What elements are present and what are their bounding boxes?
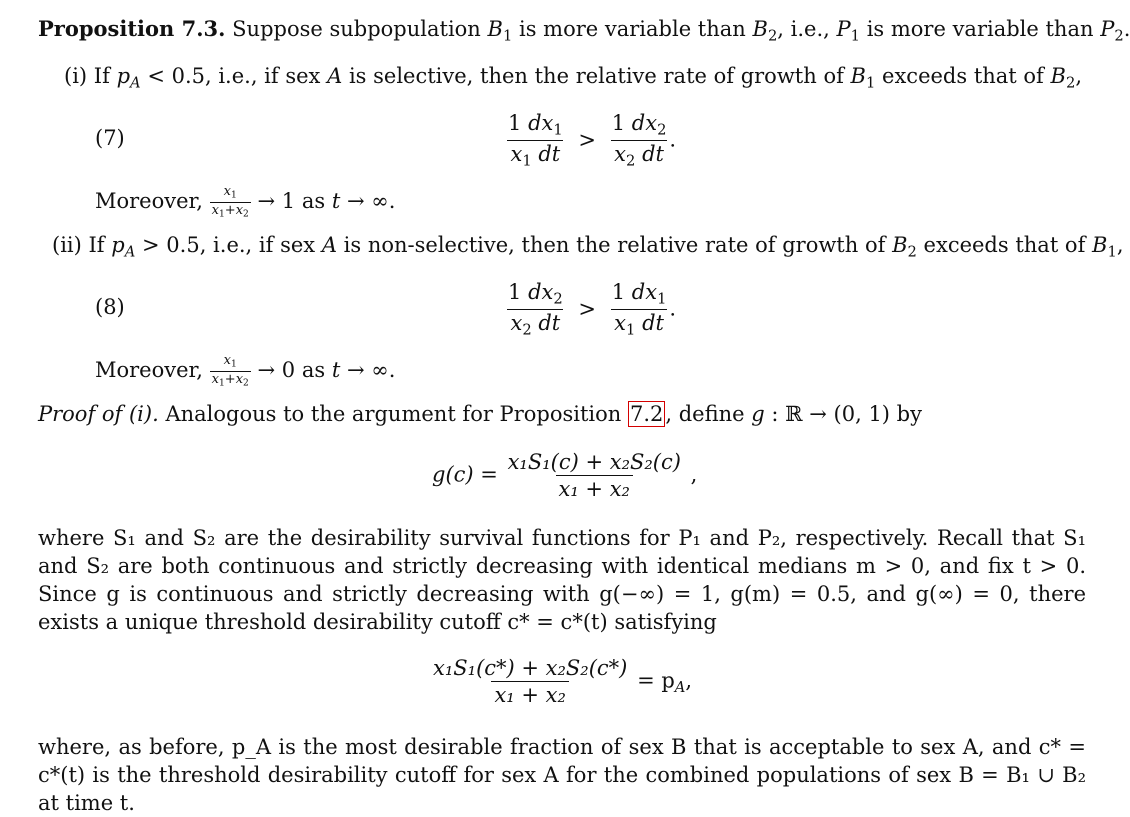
p1-symbol: $P_1$	[836, 17, 861, 45]
equation-7: $\frac{1 dx_1}{x_1 dt}$ > $\frac{1 dx_2}{x_2 dt}$ .	[508, 111, 677, 170]
b2-symbol: $B_2$	[752, 17, 778, 45]
moreover-i: Moreover, $\frac{x_1}{x_1+x_2}$ → 1 as t → ∞.	[95, 184, 396, 220]
ratio-fraction: $\frac{x_1}{x_1+x_2}$	[211, 184, 249, 220]
statement-text: is more variable than	[519, 17, 746, 41]
proof-heading: Proof of (i). Analogous to the argument for Proposition 7.2, define g : ℝ → (0, 1) by	[38, 402, 922, 426]
pa-symbol: $p_A$	[116, 64, 141, 92]
part-ii-statement: (ii) If $p_A > 0.5$, i.e., if sex A is non-selective, then the relative rate of growth of $B_2$ exceeds that of $B_1$,	[52, 233, 1124, 261]
proposition-label: Proposition 7.3.	[38, 16, 226, 41]
b1-symbol: $B_1$	[487, 17, 513, 45]
p2-symbol: $P_2$	[1100, 17, 1124, 45]
part-ii-label: (ii)	[52, 233, 82, 257]
statement-text: Suppose subpopulation	[232, 17, 481, 41]
equation-number-7: (7)	[95, 126, 125, 150]
proof-paragraph-1: where S₁ and S₂ are the desirability survival functions for P₁ and P₂, respectively. Recall that S₁ and S₂ are both continuous and strictly decreasing with identical medians m > 0, and fix t > 0. Since g is continuous and strictly decreasing with g(−∞) = 1, g(m) = 0.5, and g(∞) = 0, there exists a unique threshold desirability cutoff c* = c*(t) satisfying	[38, 526, 1086, 634]
g-definition-equation: g(c) = $\frac{\text{x₁S₁(c) + x₂S₂(c)}}{\text{x₁ + x₂}}$ ,	[432, 450, 698, 501]
cutoff-equation: $\frac{\text{x₁S₁(c*) + x₂S₂(c*)}}{\text{x₁ + x₂}}$ = $p_A$,	[433, 656, 693, 707]
equation-8: $\frac{1 dx_2}{x_2 dt}$ > $\frac{1 dx_1}{x_1 dt}$ .	[508, 280, 677, 339]
part-i-statement: (i) If $p_A < 0.5$, i.e., if sex A is selective, then the relative rate of growth of $B_1$ exceeds that of $B_2$,	[64, 64, 1082, 92]
statement-text: is more variable than	[866, 17, 1094, 41]
moreover-ii: Moreover, $\frac{x_1}{x_1+x_2}$ → 0 as t → ∞.	[95, 353, 396, 389]
equation-number-8: (8)	[95, 295, 125, 319]
statement-text: , i.e.,	[777, 17, 830, 41]
proposition-statement: Proposition 7.3. Suppose subpopulation $B_1$ is more variable than $B_2$, i.e., $P_1$ is more variable than $P_2$.	[38, 16, 1130, 45]
proposition-7-2-link[interactable]: 7.2	[629, 402, 664, 426]
proof-label: Proof of (i).	[38, 402, 159, 426]
proof-paragraph-2: where, as before, p_A is the most desirable fraction of sex B that is acceptable to sex A, and c* = c*(t) is the threshold desirability cutoff for sex A for the combined populations of sex B = B₁ ∪ B₂ at time t.	[38, 735, 1086, 815]
part-i-label: (i)	[64, 64, 88, 88]
